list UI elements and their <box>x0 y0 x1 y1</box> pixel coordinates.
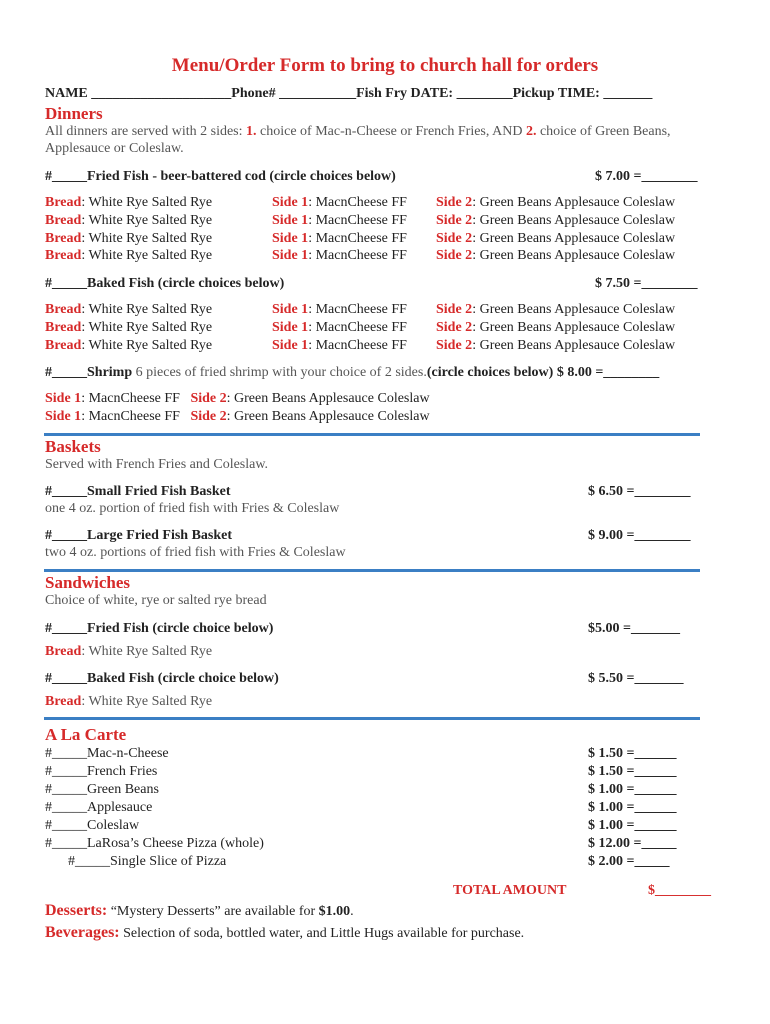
alacarte-item[interactable]: #_____LaRosa’s Cheese Pizza (whole) <box>45 836 264 851</box>
fried-fish-sandwich-price[interactable]: $5.00 =_______ <box>588 621 680 636</box>
baked-fish-sandwich-price[interactable]: $ 5.50 =_______ <box>588 671 684 686</box>
alacarte-heading: A La Carte <box>45 725 127 744</box>
dinners-heading: Dinners <box>45 104 103 123</box>
alacarte-price[interactable]: $ 1.50 =______ <box>588 746 677 761</box>
baked-fish-sandwich-item[interactable]: #_____Baked Fish (circle choice below) <box>45 671 279 686</box>
alacarte-price[interactable]: $ 1.50 =______ <box>588 764 677 779</box>
beverages-line: Beverages: Selection of soda, bottled water, and Little Hugs available for purchase. <box>45 924 525 941</box>
alacarte-item[interactable]: #_____Single Slice of Pizza <box>68 854 227 869</box>
fried-fish-sandwich-item[interactable]: #_____Fried Fish (circle choice below) <box>45 621 274 636</box>
large-basket-price[interactable]: $ 9.00 =________ <box>588 528 691 543</box>
dinner-choice-row[interactable]: Bread: White Rye Salted Rye Side 1: MacnCheese FF Side 2: Green Beans Applesauce Coleslaw <box>45 231 676 246</box>
alacarte-item[interactable]: #_____French Fries <box>45 764 158 779</box>
dinner-choice-row[interactable]: Bread: White Rye Salted Rye Side 1: MacnCheese FF Side 2: Green Beans Applesauce Coleslaw <box>45 320 676 335</box>
desserts-line: Desserts: “Mystery Desserts” are available for $1.00. <box>45 902 354 919</box>
sandwiches-note: Choice of white, rye or salted rye bread <box>45 593 267 608</box>
alacarte-item[interactable]: #_____Coleslaw <box>45 818 140 833</box>
alacarte-price[interactable]: $ 1.00 =______ <box>588 800 677 815</box>
shrimp-choice-row[interactable]: Side 1: MacnCheese FF Side 2: Green Beans Applesauce Coleslaw <box>45 391 430 406</box>
customer-info-line[interactable]: NAME ____________________Phone# ___________Fish Fry DATE: ________Pickup TIME: _______ <box>45 86 653 101</box>
alacarte-price[interactable]: $ 1.00 =______ <box>588 818 677 833</box>
shrimp-dinner-item[interactable]: #_____Shrimp 6 pieces of fried shrimp with your choice of 2 sides.(circle choices below) $ 8.00 =________ <box>45 365 660 380</box>
large-basket-desc: two 4 oz. portions of fried fish with Fries & Coleslaw <box>45 545 346 560</box>
dinner-choice-row[interactable]: Bread: White Rye Salted Rye Side 1: MacnCheese FF Side 2: Green Beans Applesauce Coleslaw <box>45 338 676 353</box>
baskets-note: Served with French Fries and Coleslaw. <box>45 457 269 472</box>
fried-fish-dinner-price[interactable]: $ 7.00 =________ <box>595 169 698 184</box>
alacarte-price[interactable]: $ 12.00 =_____ <box>588 836 677 851</box>
fried-fish-dinner-item[interactable]: #_____Fried Fish - beer-battered cod (circle choices below) <box>45 169 396 184</box>
dinners-note-line2: Applesauce or Coleslaw. <box>45 141 184 156</box>
total-amount-label: TOTAL AMOUNT <box>453 883 567 898</box>
section-divider <box>44 569 700 572</box>
dinner-choice-row[interactable]: Bread: White Rye Salted Rye Side 1: MacnCheese FF Side 2: Green Beans Applesauce Coleslaw <box>45 302 676 317</box>
baked-fish-dinner-item[interactable]: #_____Baked Fish (circle choices below) <box>45 276 285 291</box>
page-title: Menu/Order Form to bring to church hall for orders <box>171 55 599 76</box>
alacarte-price[interactable]: $ 2.00 =_____ <box>588 854 670 869</box>
sandwich-bread-choice[interactable]: Bread: White Rye Salted Rye <box>45 694 213 709</box>
small-basket-desc: one 4 oz. portion of fried fish with Fries & Coleslaw <box>45 501 340 516</box>
alacarte-price[interactable]: $ 1.00 =______ <box>588 782 677 797</box>
sandwich-bread-choice[interactable]: Bread: White Rye Salted Rye <box>45 644 213 659</box>
alacarte-item[interactable]: #_____Applesauce <box>45 800 153 815</box>
section-divider <box>44 717 700 720</box>
sandwiches-heading: Sandwiches <box>45 573 131 592</box>
baskets-heading: Baskets <box>45 437 101 456</box>
alacarte-item[interactable]: #_____Green Beans <box>45 782 159 797</box>
dinner-choice-row[interactable]: Bread: White Rye Salted Rye Side 1: MacnCheese FF Side 2: Green Beans Applesauce Coleslaw <box>45 213 676 228</box>
dinners-note: All dinners are served with 2 sides: 1. choice of Mac-n-Cheese or French Fries, AND 2. choice of Green Beans, <box>45 124 671 139</box>
small-basket-price[interactable]: $ 6.50 =________ <box>588 484 691 499</box>
dinner-choice-row[interactable]: Bread: White Rye Salted Rye Side 1: MacnCheese FF Side 2: Green Beans Applesauce Coleslaw <box>45 248 676 263</box>
small-basket-item[interactable]: #_____Small Fried Fish Basket <box>45 484 231 499</box>
dinner-choice-row[interactable]: Bread: White Rye Salted Rye Side 1: MacnCheese FF Side 2: Green Beans Applesauce Coleslaw <box>45 195 676 210</box>
baked-fish-dinner-price[interactable]: $ 7.50 =________ <box>595 276 698 291</box>
total-amount-field[interactable]: $________ <box>648 883 711 898</box>
alacarte-item[interactable]: #_____Mac-n-Cheese <box>45 746 169 761</box>
section-divider <box>44 433 700 436</box>
shrimp-choice-row[interactable]: Side 1: MacnCheese FF Side 2: Green Beans Applesauce Coleslaw <box>45 409 430 424</box>
large-basket-item[interactable]: #_____Large Fried Fish Basket <box>45 528 233 543</box>
